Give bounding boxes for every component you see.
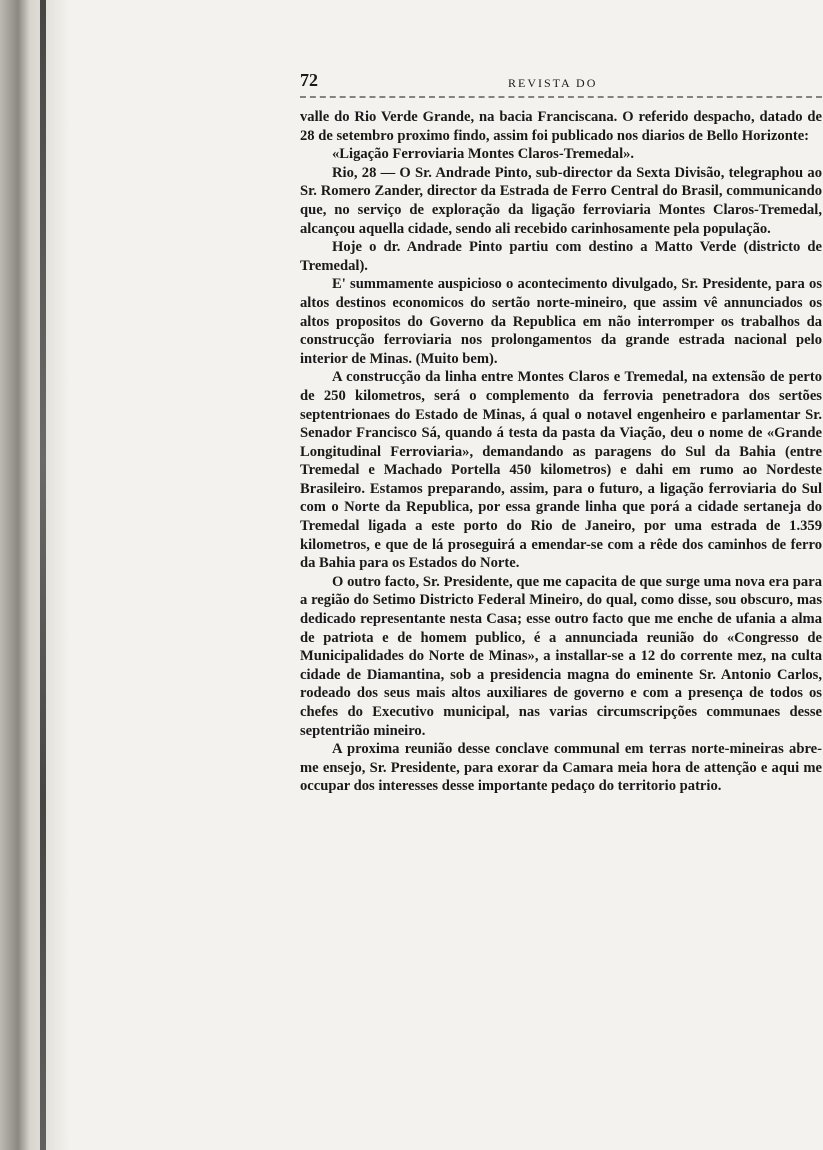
paragraph: valle do Rio Verde Grande, na bacia Franciscana. O referido despacho, datado de 28 de setembro proximo findo, assim foi publicado nos diarios de Bello Horizonte: [300,109,822,144]
running-head [300,70,822,94]
paragraph: «Ligação Ferroviaria Montes Claros-Tremedal». [332,146,635,163]
binding-spine [40,0,46,1150]
page [300,70,822,796]
paragraph: Hoje o dr. Andrade Pinto partiu com destino a Matto Verde (districto de Tremedal). [300,239,822,274]
header-rule [300,96,822,98]
paragraph: A construcção da linha entre Montes Claros e Tremedal, na extensão de perto de 250 kilometros, será o complemento da ferrovia penetradora dos sertões septentrionaes do Estado de Minas, á qual o notavel engenheiro e parlamentar Sr. Senador Francisco Sá, quando á testa da pasta da Viação, deu o nome de «Grande Longitudinal Ferroviaria», demandando as paragens do Sul da Bahia (entre Tremedal e Machado Portella 450 kilometros) e dahi em rumo ao Nordeste Brasileiro. Estamos preparando, assim, para o futuro, a ligação ferroviaria do Sul com o Norte da Republica, por essa grande linha que porá a cidade sertaneja do Tremedal ligada a este porto do Rio de Janeiro, por uma estrada de 1.359 kilometros, e que de lá proseguirá a emendar-se com a rêde dos caminhos de ferro da Bahia para os Estados do Norte. [300,369,822,572]
journal-title: REVISTA DO [508,76,598,90]
page-number: 72 [300,70,318,90]
body-text [300,108,822,796]
book-binding-edge [0,0,70,1150]
paragraph: Rio, 28 — O Sr. Andrade Pinto, sub-director da Sexta Divisão, telegraphou ao Sr. Romero Zander, director da Estrada de Ferro Central do Brasil, communicando que, no serviço de exploração da ligação ferroviaria Montes Claros-Tremedal, alcançou aquella cidade, sendo ali recebido carinhosamente pela população. [300,164,822,237]
paragraph: E' summamente auspicioso o acontecimento divulgado, Sr. Presidente, para os altos destinos economicos do sertão norte-mineiro, que assim vê annunciados os altos propositos do Governo da Republica em não interromper os trabalhos da construcção ferroviaria nos prolongamentos da grande estrada nacional pelo interior de Minas. (Muito bem). [300,276,822,367]
paragraph: A proxima reunião desse conclave communal em terras norte-mineiras abre-me ensejo, Sr. Presidente, para exorar da Camara meia hora de attenção e aqui me occupar dos interesses desse importante pedaço do territorio patrio. [300,741,822,795]
paragraph: O outro facto, Sr. Presidente, que me capacita de que surge uma nova era para a região do Setimo Districto Federal Mineiro, do qual, como disse, sou obscuro, mas dedicado representante nesta Casa; esse outro facto que me enche de ufania a alma de patriota e de homem publico, é a annunciada reunião do «Congresso de Municipalidades do Norte de Minas», a installar-se a 12 do corrente mez, na culta cidade de Diamantina, sob a presidencia magna do eminente Sr. Antonio Carlos, rodeado dos seus mais altos auxiliares de governo e com a presença de todos os chefes do Executivo municipal, nas varias circumscripções communaes desse septentrião mineiro. [300,573,822,739]
